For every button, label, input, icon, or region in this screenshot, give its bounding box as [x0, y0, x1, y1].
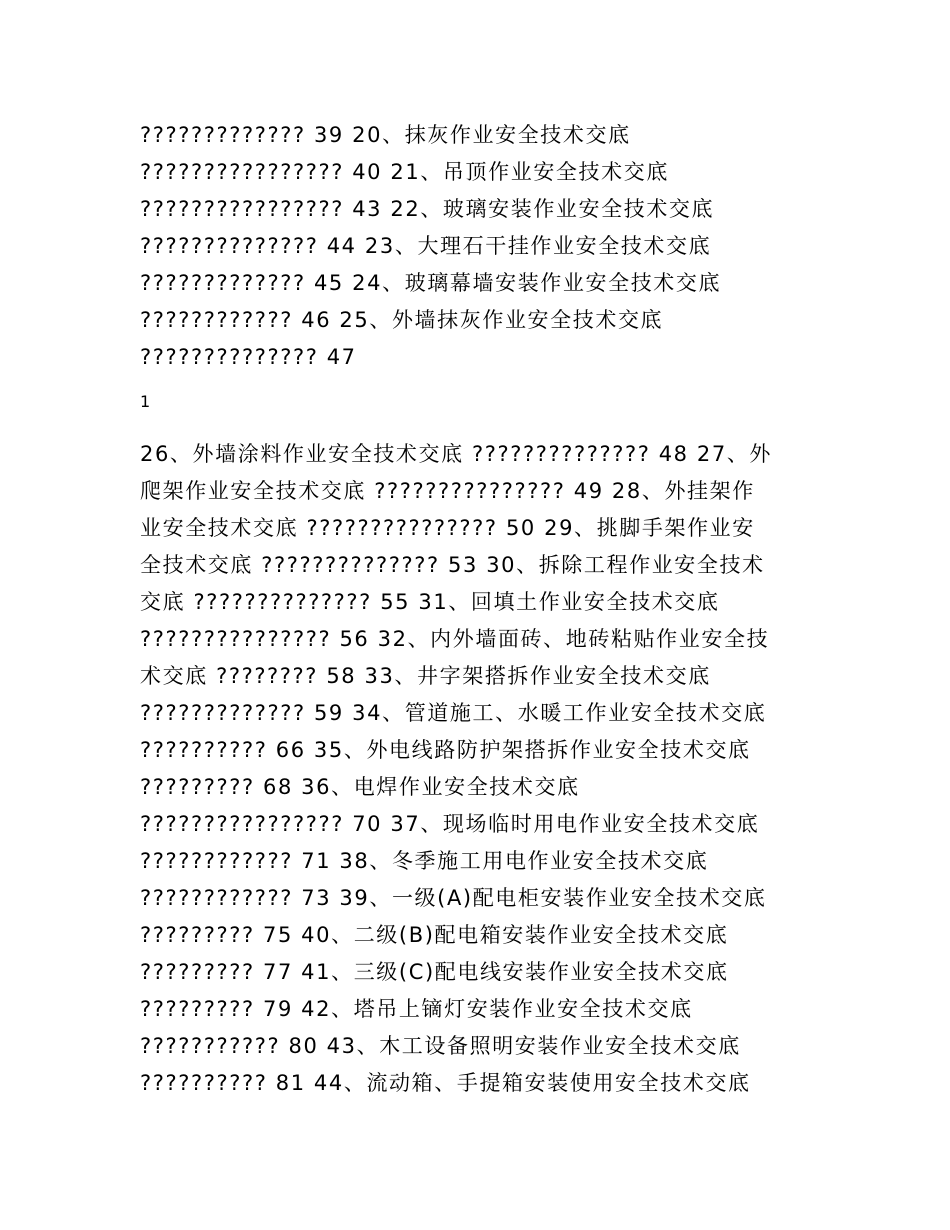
toc-line: ??????????? 80 43、木工设备照明安装作业安全技术交底 — [140, 1034, 741, 1058]
toc-block-top — [140, 117, 830, 376]
toc-line: 全技术交底 ?????????????? 53 30、拆除工程作业安全技术 — [140, 553, 765, 577]
toc-line: 26、外墙涂料作业安全技术交底 ?????????????? 48 27、外 — [140, 442, 773, 466]
toc-line: ????????????? 45 24、玻璃幕墙安装作业安全技术交底 — [140, 271, 722, 295]
toc-line: 术交底 ???????? 58 33、井字架搭拆作业安全技术交底 — [140, 664, 711, 688]
toc-line: ???????????????? 40 21、吊顶作业安全技术交底 — [140, 160, 669, 184]
toc-line: 爬架作业安全技术交底 ??????????????? 49 28、外挂架作 — [140, 479, 755, 503]
toc-line: ???????????????? 43 22、玻璃安装作业安全技术交底 — [140, 197, 715, 221]
toc-line: ???????????????? 70 37、现场临时用电作业安全技术交底 — [140, 812, 760, 836]
toc-line: 交底 ?????????????? 55 31、回填土作业安全技术交底 — [140, 590, 720, 614]
toc-line: ????????????? 59 34、管道施工、水暖工作业安全技术交底 — [140, 701, 767, 725]
toc-line: 业安全技术交底 ??????????????? 50 29、挑脚手架作业安 — [140, 516, 755, 540]
toc-line: ???????????? 71 38、冬季施工用电作业安全技术交底 — [140, 849, 709, 873]
toc-line: ????????? 75 40、二级(B)配电箱安装作业安全技术交底 — [140, 923, 729, 947]
toc-line: ?????????? 81 44、流动箱、手提箱安装使用安全技术交底 — [140, 1071, 751, 1095]
page-number: 1 — [140, 392, 151, 411]
toc-line: ?????????????? 44 23、大理石干挂作业安全技术交底 — [140, 234, 712, 258]
toc-line: ????????????? 39 20、抹灰作业安全技术交底 — [140, 123, 631, 147]
toc-line: ???????????? 73 39、一级(A)配电柜安装作业安全技术交底 — [140, 886, 767, 910]
toc-line: ????????? 68 36、电焊作业安全技术交底 — [140, 775, 580, 799]
toc-block-bottom — [140, 436, 830, 1102]
toc-line: ????????? 79 42、塔吊上镝灯安装作业安全技术交底 — [140, 997, 693, 1021]
toc-line: ?????????? 66 35、外电线路防护架搭拆作业安全技术交底 — [140, 738, 751, 762]
toc-line: ??????????????? 56 32、内外墙面砖、地砖粘贴作业安全技 — [140, 627, 770, 651]
toc-line: ????????? 77 41、三级(C)配电线安装作业安全技术交底 — [140, 960, 729, 984]
toc-line: ???????????? 46 25、外墙抹灰作业安全技术交底 — [140, 308, 664, 332]
toc-line: ?????????????? 47 — [140, 345, 357, 369]
